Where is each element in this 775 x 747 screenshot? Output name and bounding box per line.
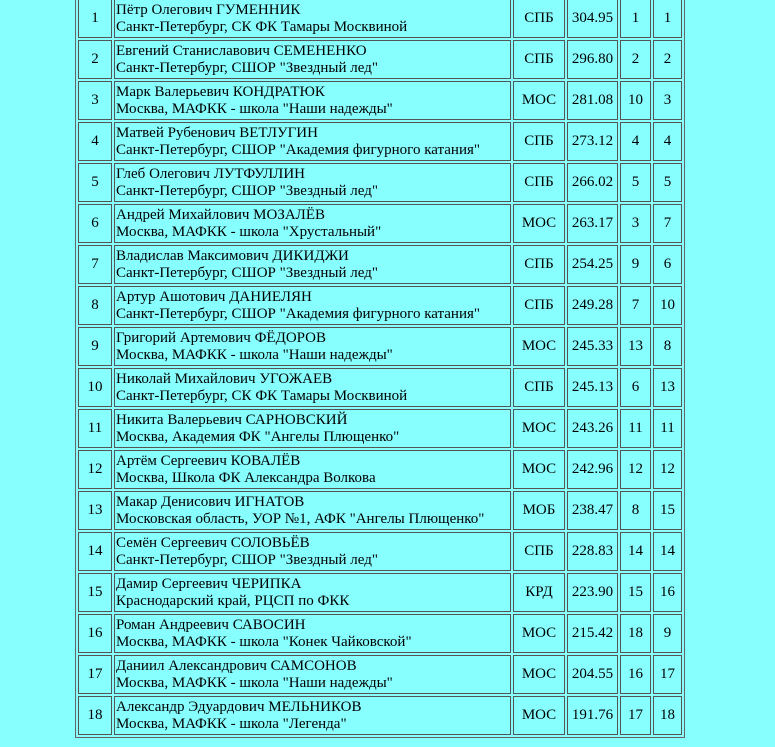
total-score-cell: 238.47 (567, 491, 618, 530)
short-program-place-cell: 13 (620, 327, 651, 366)
short-program-place-cell: 5 (620, 163, 651, 202)
total-score-cell: 223.90 (567, 573, 618, 612)
skater-club: Санкт-Петербург, СШОР "Звездный лед" (116, 182, 378, 199)
total-score-cell: 215.42 (567, 614, 618, 653)
region-cell: СПБ (513, 368, 565, 407)
skater-club: Москва, МАФКК - школа "Наши надежды" (116, 346, 393, 363)
skater-club: Санкт-Петербург, СШОР "Академия фигурного катания" (116, 141, 481, 158)
skater-name: Андрей Михайлович МОЗАЛЁВ (116, 206, 326, 223)
skater-club: Москва, Академия ФК "Ангелы Плющенко" (116, 428, 400, 445)
skater-club: Москва, МАФКК - школа "Наши надежды" (116, 100, 393, 117)
table-row (78, 614, 682, 653)
skater-cell (114, 573, 511, 612)
total-score-cell: 228.83 (567, 532, 618, 571)
table-row (78, 163, 682, 202)
region-cell: СПБ (513, 532, 565, 571)
table-row (78, 40, 682, 79)
free-skate-place-cell: 11 (653, 409, 682, 448)
table-row (78, 532, 682, 571)
total-score-cell: 249.28 (567, 286, 618, 325)
skater-club: Москва, МАФКК - школа "Наши надежды" (116, 674, 393, 691)
skater-cell (114, 450, 511, 489)
place-cell: 8 (78, 286, 112, 325)
skater-cell (114, 286, 511, 325)
short-program-place-cell: 12 (620, 450, 651, 489)
region-cell: КРД (513, 573, 565, 612)
skater-club: Москва, Школа ФК Александра Волкова (116, 469, 376, 486)
free-skate-place-cell: 4 (653, 122, 682, 161)
table-row (78, 204, 682, 243)
skater-name: Григорий Артемович ФЁДОРОВ (116, 329, 327, 346)
place-cell: 16 (78, 614, 112, 653)
skater-club: Санкт-Петербург, СШОР "Звездный лед" (116, 59, 378, 76)
results-table (75, 0, 685, 738)
short-program-place-cell: 18 (620, 614, 651, 653)
skater-cell (114, 40, 511, 79)
free-skate-place-cell: 12 (653, 450, 682, 489)
table-row (78, 245, 682, 284)
region-cell: СПБ (513, 0, 565, 38)
place-cell: 7 (78, 245, 112, 284)
region-cell: МОС (513, 614, 565, 653)
skater-name: Артём Сергеевич КОВАЛЁВ (116, 452, 301, 469)
free-skate-place-cell: 2 (653, 40, 682, 79)
short-program-place-cell: 8 (620, 491, 651, 530)
total-score-cell: 191.76 (567, 696, 618, 735)
free-skate-place-cell: 8 (653, 327, 682, 366)
region-cell: МОС (513, 409, 565, 448)
total-score-cell: 243.26 (567, 409, 618, 448)
free-skate-place-cell: 9 (653, 614, 682, 653)
skater-club: Санкт-Петербург, СШОР "Академия фигурного катания" (116, 305, 481, 322)
skater-name: Александр Эдуардович МЕЛЬНИКОВ (116, 698, 362, 715)
short-program-place-cell: 3 (620, 204, 651, 243)
skater-name: Николай Михайлович УГОЖАЕВ (116, 370, 333, 387)
skater-name: Владислав Максимович ДИКИДЖИ (116, 247, 349, 264)
skater-name: Никита Валерьевич САРНОВСКИЙ (116, 411, 348, 428)
place-cell: 9 (78, 327, 112, 366)
skater-cell (114, 245, 511, 284)
skater-cell (114, 0, 511, 38)
short-program-place-cell: 10 (620, 81, 651, 120)
place-cell: 5 (78, 163, 112, 202)
region-cell: СПБ (513, 245, 565, 284)
region-cell: МОС (513, 696, 565, 735)
skater-name: Пётр Олегович ГУМЕННИК (116, 1, 301, 18)
table-row (78, 450, 682, 489)
total-score-cell: 296.80 (567, 40, 618, 79)
skater-name: Макар Денисович ИГНАТОВ (116, 493, 305, 510)
skater-name: Роман Андреевич САВОСИН (116, 616, 306, 633)
short-program-place-cell: 16 (620, 655, 651, 694)
table-row (78, 655, 682, 694)
skater-cell (114, 532, 511, 571)
total-score-cell: 281.08 (567, 81, 618, 120)
skater-club: Санкт-Петербург, СШОР "Звездный лед" (116, 264, 378, 281)
skater-name: Артур Ашотович ДАНИЕЛЯН (116, 288, 312, 305)
skater-cell (114, 696, 511, 735)
free-skate-place-cell: 5 (653, 163, 682, 202)
skater-name: Семён Сергеевич СОЛОВЬЁВ (116, 534, 310, 551)
free-skate-place-cell: 15 (653, 491, 682, 530)
skater-cell (114, 409, 511, 448)
total-score-cell: 266.02 (567, 163, 618, 202)
table-row (78, 0, 682, 38)
skater-cell (114, 368, 511, 407)
place-cell: 1 (78, 0, 112, 38)
short-program-place-cell: 2 (620, 40, 651, 79)
skater-club: Санкт-Петербург, СШОР "Звездный лед" (116, 551, 378, 568)
table-row (78, 696, 682, 735)
table-row (78, 327, 682, 366)
place-cell: 12 (78, 450, 112, 489)
free-skate-place-cell: 7 (653, 204, 682, 243)
region-cell: СПБ (513, 286, 565, 325)
place-cell: 17 (78, 655, 112, 694)
short-program-place-cell: 4 (620, 122, 651, 161)
total-score-cell: 254.25 (567, 245, 618, 284)
short-program-place-cell: 7 (620, 286, 651, 325)
region-cell: МОС (513, 81, 565, 120)
short-program-place-cell: 17 (620, 696, 651, 735)
table-row (78, 573, 682, 612)
skater-club: Санкт-Петербург, СК ФК Тамары Москвиной (116, 387, 408, 404)
free-skate-place-cell: 14 (653, 532, 682, 571)
skater-club: Москва, МАФКК - школа "Конек Чайковской" (116, 633, 412, 650)
free-skate-place-cell: 18 (653, 696, 682, 735)
free-skate-place-cell: 16 (653, 573, 682, 612)
short-program-place-cell: 6 (620, 368, 651, 407)
total-score-cell: 245.13 (567, 368, 618, 407)
table-row (78, 368, 682, 407)
region-cell: МОС (513, 655, 565, 694)
place-cell: 15 (78, 573, 112, 612)
region-cell: СПБ (513, 122, 565, 161)
region-cell: МОС (513, 450, 565, 489)
skater-name: Марк Валерьевич КОНДРАТЮК (116, 83, 325, 100)
place-cell: 4 (78, 122, 112, 161)
skater-cell (114, 614, 511, 653)
free-skate-place-cell: 3 (653, 81, 682, 120)
skater-cell (114, 122, 511, 161)
total-score-cell: 263.17 (567, 204, 618, 243)
skater-club: Санкт-Петербург, СК ФК Тамары Москвиной (116, 18, 408, 35)
skater-club: Москва, МАФКК - школа "Легенда" (116, 715, 347, 732)
table-row (78, 286, 682, 325)
results-table-wrapper (75, 0, 685, 738)
region-cell: МОБ (513, 491, 565, 530)
place-cell: 11 (78, 409, 112, 448)
region-cell: МОС (513, 327, 565, 366)
skater-cell (114, 655, 511, 694)
results-table-body (78, 0, 682, 735)
place-cell: 13 (78, 491, 112, 530)
skater-cell (114, 327, 511, 366)
free-skate-place-cell: 10 (653, 286, 682, 325)
total-score-cell: 273.12 (567, 122, 618, 161)
region-cell: СПБ (513, 40, 565, 79)
place-cell: 2 (78, 40, 112, 79)
short-program-place-cell: 11 (620, 409, 651, 448)
table-row (78, 409, 682, 448)
free-skate-place-cell: 1 (653, 0, 682, 38)
skater-cell (114, 81, 511, 120)
skater-club: Москва, МАФКК - школа "Хрустальный" (116, 223, 382, 240)
skater-name: Матвей Рубенович ВЕТЛУГИН (116, 124, 318, 141)
place-cell: 10 (78, 368, 112, 407)
total-score-cell: 245.33 (567, 327, 618, 366)
free-skate-place-cell: 17 (653, 655, 682, 694)
region-cell: МОС (513, 204, 565, 243)
skater-club: Московская область, УОР №1, АФК "Ангелы Плющенко" (116, 510, 485, 527)
skater-name: Дамир Сергеевич ЧЕРИПКА (116, 575, 302, 592)
region-cell: СПБ (513, 163, 565, 202)
free-skate-place-cell: 6 (653, 245, 682, 284)
table-row (78, 81, 682, 120)
place-cell: 14 (78, 532, 112, 571)
skater-name: Глеб Олегович ЛУТФУЛЛИН (116, 165, 306, 182)
table-row (78, 491, 682, 530)
short-program-place-cell: 9 (620, 245, 651, 284)
skater-cell (114, 491, 511, 530)
total-score-cell: 304.95 (567, 0, 618, 38)
total-score-cell: 204.55 (567, 655, 618, 694)
short-program-place-cell: 1 (620, 0, 651, 38)
skater-club: Краснодарский край, РЦСП по ФКК (116, 592, 350, 609)
skater-cell (114, 204, 511, 243)
short-program-place-cell: 14 (620, 532, 651, 571)
place-cell: 18 (78, 696, 112, 735)
free-skate-place-cell: 13 (653, 368, 682, 407)
table-row (78, 122, 682, 161)
short-program-place-cell: 15 (620, 573, 651, 612)
place-cell: 3 (78, 81, 112, 120)
total-score-cell: 242.96 (567, 450, 618, 489)
skater-name: Даниил Александрович САМСОНОВ (116, 657, 357, 674)
skater-cell (114, 163, 511, 202)
skater-name: Евгений Станиславович СЕМЕНЕНКО (116, 42, 367, 59)
place-cell: 6 (78, 204, 112, 243)
